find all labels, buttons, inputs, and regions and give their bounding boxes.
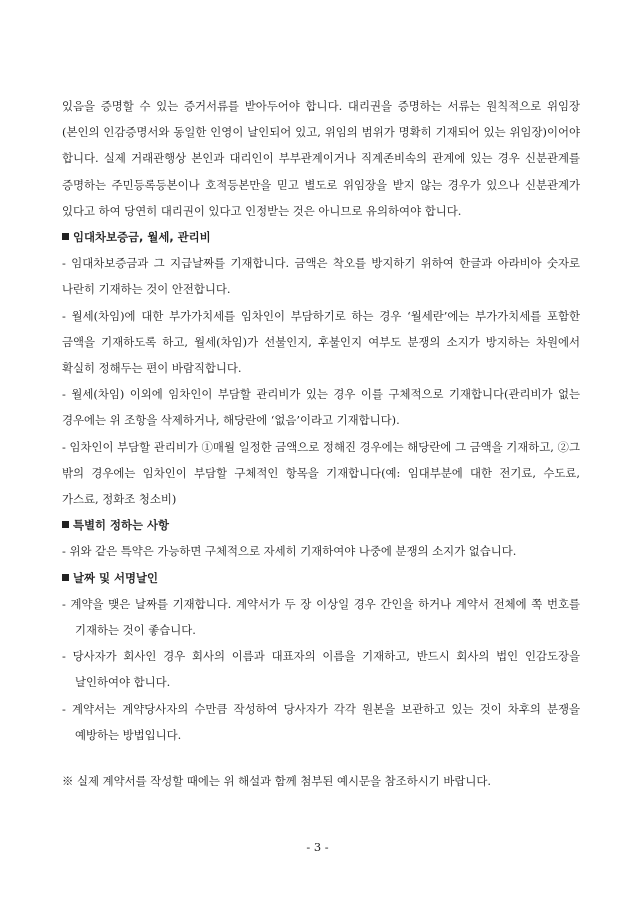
intro-paragraph: 있음을 증명할 수 있는 증거서류를 받아두어야 합니다. 대리권을 증명하는 서류는 원칙적으로 위임장(본인의 인감증명서와 동일한 인영이 날인되어 있고, 위임의 범위가 명확히 기재되어 있는 위임장)이어야 합니다. 실제 거래관행상 본인과 대리인이 부부관계이거나 직계존비속의 관계에 있는 경우 신분관계를 증명하는 주민등록등본이나 호적등본만을 믿고 별도로 위임장을 받지 않는 경우가 있으나 신분관계가 있다고 하여 당연히 대리권이 있다고 인정받는 것은 아니므로 유의하여야 합니다. xyxy=(62,99,580,218)
reference-note: ※ 실제 계약서를 작성할 때에는 위 해설과 함께 첨부된 예시문을 참조하시기 바랍니다. xyxy=(62,774,491,789)
section-item: - 계약을 맺은 날짜를 기재합니다. 계약서가 두 장 이상일 경우 간인을 하거나 계약서 전체에 쪽 번호를 기재하는 것이 좋습니다. xyxy=(62,596,580,638)
section-item: - 임대차보증금과 그 지급날짜를 기재합니다. 금액은 착오를 방지하기 위하여 한글과 아라비아 숫자로 나란히 기재하는 것이 안전합니다. xyxy=(62,256,580,297)
page-number: - 3 - xyxy=(306,840,329,854)
square-bullet-icon xyxy=(62,521,69,528)
section-item: - 임차인이 부담할 관리비가 ①매월 일정한 금액으로 정해진 경우에는 해당란에 그 금액을 기재하고, ②그 밖의 경우에는 임차인이 부담할 구체적인 항목을 기재합니다(예: 임대부분에 대한 전기료, 수도료, 가스료, 정화조 청소비) xyxy=(62,439,580,507)
section-item: - 계약서는 계약당사자의 수만큼 작성하여 당사자가 각각 원본을 보관하고 있는 것이 차후의 분쟁을 예방하는 방법입니다. xyxy=(62,701,580,742)
square-bullet-icon xyxy=(62,574,69,581)
section-heading-special-terms: 특별히 정하는 사항 xyxy=(62,512,580,538)
section-heading-deposit-rent: 임대차보증금, 월세, 관리비 xyxy=(62,224,580,250)
square-bullet-icon xyxy=(62,233,69,240)
section-item: - 당사자가 회사인 경우 회사의 이름과 대표자의 이름을 기재하고, 반드시 회사의 법인 인감도장을 날인하여야 합니다. xyxy=(62,649,580,690)
document-body xyxy=(62,93,580,794)
section-heading-date-signature: 날짜 및 서명날인 xyxy=(62,565,580,591)
section-item: - 월세(차임)에 대한 부가가치세를 임차인이 부담하기로 하는 경우 ‘월세란’에는 부가가치세를 포함한 금액을 기재하도록 하고, 월세(차임)가 선불인지, 후불인지 여부도 분쟁의 소지가 방지하는 차원에서 확실히 정해두는 편이 바람직합니다. xyxy=(62,308,580,376)
section-item: - 위와 같은 특약은 가능하면 구체적으로 자세히 기재하여야 나중에 분쟁의 소지가 없습니다. xyxy=(62,544,517,559)
section-item: - 월세(차임) 이외에 임차인이 부담할 관리비가 있는 경우 이를 구체적으로 기재합니다(관리비가 없는 경우에는 위 조항을 삭제하거나, 해당란에 ‘없음’이라고 기재합니다). xyxy=(62,387,580,428)
